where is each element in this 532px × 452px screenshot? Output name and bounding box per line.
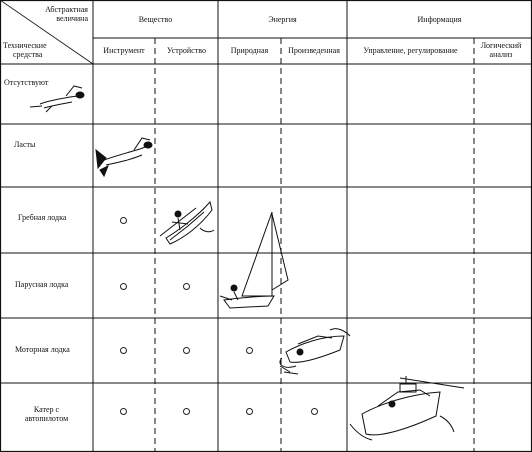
corner-bottom-line-2: средства	[13, 50, 43, 59]
column-header-produced: Произведенная	[288, 46, 340, 55]
row-label-none: Отсутствуют	[4, 78, 49, 87]
corner-top-line-2: величина	[56, 14, 88, 23]
corner-bottom-line-1: Технические	[3, 41, 47, 50]
motorboat-illustration	[280, 329, 350, 374]
row-label-motorboat: Моторная лодка	[15, 345, 70, 354]
group-header-energy: Энергия	[268, 15, 297, 24]
column-header-natural: Природная	[230, 46, 269, 55]
column-header-device: Устройство	[167, 46, 206, 55]
rowboat-illustration	[160, 202, 214, 244]
sailboat-illustration	[220, 212, 288, 308]
autopilot-boat-illustration	[350, 376, 464, 440]
row-label-sailboat: Парусная лодка	[15, 280, 69, 289]
row-label-autopilot-boat: Катер с автопилотом	[24, 405, 69, 423]
group-header-substance: Вещество	[138, 15, 173, 24]
row-label-rowboat: Гребная лодка	[18, 213, 67, 222]
group-header-information: Информация	[417, 15, 462, 24]
row-label-flippers: Ласты	[14, 140, 36, 149]
column-header-tool: Инструмент	[103, 46, 145, 55]
corner-top-line-1: Абстрактная	[45, 5, 88, 14]
swimmer-illustration	[30, 86, 84, 112]
flipper-swimmer-illustration	[96, 138, 152, 176]
column-header-control: Управление, регулирование	[363, 46, 458, 55]
column-header-logic: Логический анализ	[480, 41, 522, 59]
